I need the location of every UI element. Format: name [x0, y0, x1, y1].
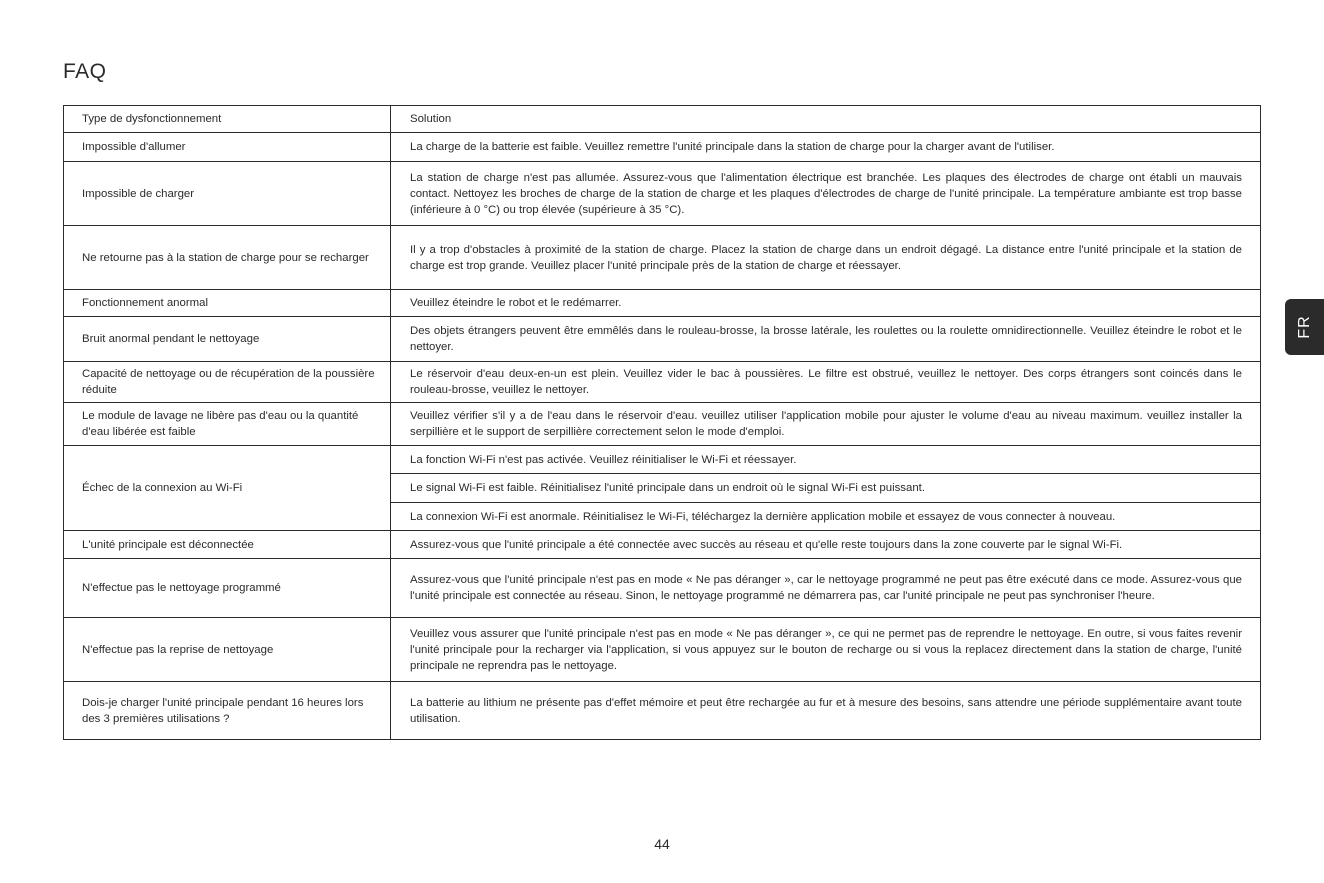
table-row — [64, 618, 1261, 682]
page-title: FAQ — [63, 60, 107, 83]
solution-cell: La fonction Wi-Fi n'est pas activée. Veuillez réinitialiser le Wi-Fi et réessayer. — [391, 446, 1261, 474]
problem-cell: L'unité principale est déconnectée — [64, 531, 391, 559]
solution-cell: Le signal Wi-Fi est faible. Réinitialisez l'unité principale dans un endroit où le signal Wi-Fi est puissant. — [391, 474, 1261, 503]
header-solution: Solution — [391, 106, 1261, 133]
problem-cell: Capacité de nettoyage ou de récupération de la poussière réduite — [64, 362, 391, 403]
solution-cell: La charge de la batterie est faible. Veuillez remettre l'unité principale dans la station de charge pour la charger avant de l'utiliser. — [391, 133, 1261, 162]
table-row — [64, 682, 1261, 740]
table-row — [64, 317, 1261, 362]
problem-cell: Ne retourne pas à la station de charge pour se recharger — [64, 226, 391, 290]
solution-cell: La connexion Wi-Fi est anormale. Réinitialisez le Wi-Fi, téléchargez la dernière application mobile et essayez de vous connecter à nouveau. — [391, 503, 1261, 531]
solution-cell: Assurez-vous que l'unité principale a été connectée avec succès au réseau et qu'elle reste toujours dans la zone couverte par le signal Wi-Fi. — [391, 531, 1261, 559]
header-problem: Type de dysfonctionnement — [64, 106, 391, 133]
language-tab-label: FR — [1295, 315, 1313, 339]
table-row — [64, 290, 1261, 317]
problem-cell: N'effectue pas le nettoyage programmé — [64, 559, 391, 618]
table-row — [64, 362, 1261, 403]
table-row — [64, 226, 1261, 290]
problem-cell: N'effectue pas la reprise de nettoyage — [64, 618, 391, 682]
table-row — [64, 162, 1261, 226]
language-tab — [1285, 299, 1324, 355]
page-number: 44 — [654, 836, 670, 852]
problem-cell: Dois-je charger l'unité principale pendant 16 heures lors des 3 premières utilisations ? — [64, 682, 391, 740]
table-header-row — [64, 106, 1261, 133]
table-row — [64, 403, 1261, 446]
problem-cell: Fonctionnement anormal — [64, 290, 391, 317]
solution-cell: Il y a trop d'obstacles à proximité de la station de charge. Placez la station de charge dans un endroit dégagé. La distance entre l'unité principale et la station de charge est trop grande. Veuillez placer l'unité principale près de la station de charge et réessayer. — [391, 226, 1261, 290]
table-row — [64, 446, 1261, 474]
problem-cell: Bruit anormal pendant le nettoyage — [64, 317, 391, 362]
problem-cell: Impossible d'allumer — [64, 133, 391, 162]
solution-cell: Veuillez vous assurer que l'unité principale n'est pas en mode « Ne pas déranger », ce qui ne permet pas de reprendre le nettoyage. En outre, si vous faites revenir l'unité principale pour la recharger via l'application, si vous appuyez sur le bouton de recharge ou si vous la replacez directement dans la station de charge, l'unité principale ne reprendra pas le nettoyage. — [391, 618, 1261, 682]
table-row — [64, 133, 1261, 162]
problem-cell: Impossible de charger — [64, 162, 391, 226]
solution-cell: Assurez-vous que l'unité principale n'est pas en mode « Ne pas déranger », car le nettoyage programmé ne peut pas être exécuté dans ce mode. Assurez-vous que l'unité principale est connectée au réseau. Sinon, le nettoyage programmé ne démarrera pas, car l'unité principale ne peut pas synchroniser l'heure. — [391, 559, 1261, 618]
solution-cell: La station de charge n'est pas allumée. Assurez-vous que l'alimentation électrique est branchée. Les plaques des électrodes de charge ont établi un mauvais contact. Nettoyez les broches de charge de la station de charge et les plaques d'électrodes de charge de l'unité principale. La température ambiante est trop basse (inférieure à 0 °C) ou trop élevée (supérieure à 35 °C). — [391, 162, 1261, 226]
solution-cell: Le réservoir d'eau deux-en-un est plein. Veuillez vider le bac à poussières. Le filtre est obstrué, veuillez le nettoyer. Des corps étrangers sont coincés dans le rouleau-brosse, veuillez le nettoyer. — [391, 362, 1261, 403]
faq-table — [63, 105, 1261, 740]
table-row — [64, 559, 1261, 618]
solution-cell: Veuillez éteindre le robot et le redémarrer. — [391, 290, 1261, 317]
table-row — [64, 531, 1261, 559]
problem-cell: Échec de la connexion au Wi-Fi — [64, 446, 391, 531]
solution-cell: Des objets étrangers peuvent être emmêlés dans le rouleau-brosse, la brosse latérale, les roulettes ou la roulette omnidirectionnelle. Veuillez éteindre le robot et le nettoyer. — [391, 317, 1261, 362]
solution-cell: La batterie au lithium ne présente pas d'effet mémoire et peut être rechargée au fur et à mesure des besoins, sans attendre une période supplémentaire avant toute utilisation. — [391, 682, 1261, 740]
solution-cell: Veuillez vérifier s'il y a de l'eau dans le réservoir d'eau. veuillez utiliser l'application mobile pour ajuster le volume d'eau au niveau maximum. veuillez installer la serpillière et le support de serpillière correctement selon le mode d'emploi. — [391, 403, 1261, 446]
problem-cell: Le module de lavage ne libère pas d'eau ou la quantité d'eau libérée est faible — [64, 403, 391, 446]
